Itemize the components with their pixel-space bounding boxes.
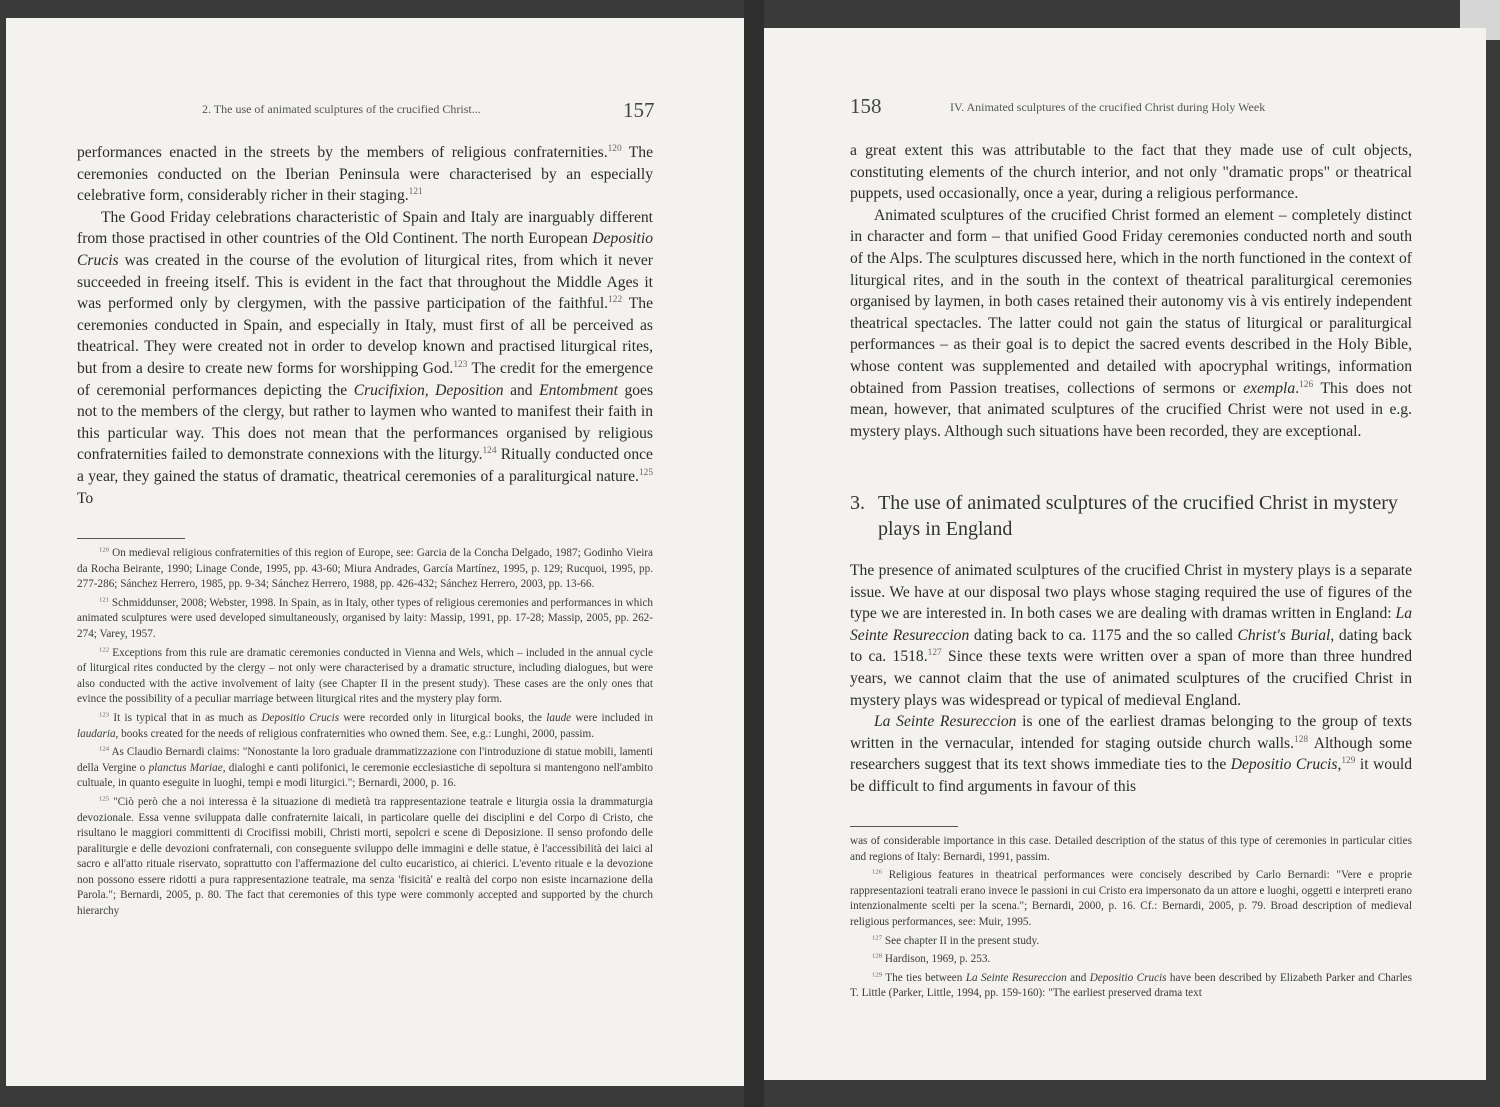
body-paragraph: performances enacted in the streets by the members of religious confraternities.$^{120}$ The ceremonies conducted on the Iberian Peninsula were characterised by an especially celebrative form, considerably richer in their staging.$^{121}$	[77, 143, 653, 205]
footnote: $^{122}$ Exceptions from this rule are dramatic ceremonies conducted in Vienna and Wels, which – included in the annual cycle of liturgical rites conducted by the clergy – not only were characterised by a dramatic structure, including dialogues, but were also conducted with the active involvement of laity (see Chapter II in the present study). These cases are the only ones that evince the possibility of a peculiar marriage between liturgical rites and the mystery play form.	[77, 645, 653, 706]
section-title-line1: The use of animated sculptures of the crucified Christ in mystery	[878, 492, 1398, 514]
running-header-left: 2. The use of animated sculptures of the crucified Christ...	[202, 102, 481, 116]
section-number: 3.	[850, 492, 865, 514]
footnote: $^{125}$ "Ciò però che a noi interessa è la situazione di medietà tra rappresentazione teatrale e liturgia ossia la drammaturgia devozionale. Essa venne sviluppata dalle confraternite laicali, in particolare quelle dei disciplini e del Corpo di Cristo, che risultano le maggiori committenti di Crocifissi mobili, Christi morti, sepolcri e scene di Deposizione. Il senso profondo delle paraliturgie e delle devozioni confraternali, con conseguente sviluppo delle immagini e delle statue, è l'accessibilità dei laici al sacro e all'atto rituale riservato, soprattutto con l'affermazione del culto eucaristico, ai chierici. L'evento rituale e la devozione non possono essere ridotti a pura rappresentazione teatrale, ma senza 'fisicità' e realtà del corpo non esiste incarnazione della Parola."; Bernardi, 2005, p. 80. The fact that ceremonies of this type were commonly accepted and supported by the church hierarchy	[77, 795, 653, 918]
book-spine	[744, 0, 764, 1107]
right-main-text-top	[850, 140, 1412, 442]
footnote-rule-left	[77, 538, 185, 539]
left-page	[6, 18, 744, 1086]
body-paragraph: The Good Friday celebrations characteristic of Spain and Italy are inarguably different from those practised in other countries of the Old Continent. The north European Depositio Crucis was created in the course of the evolution of liturgical rites, from which it never succeeded in freeing itself. This is evident in the fact that throughout the Middle Ages it was performed only by clergymen, with the passive participation of the faithful.$^{122}$ The ceremonies conducted in Spain, and especially in Italy, must first of all be perceived as theatrical. They were created not in order to develop known and practised liturgical rites, but from a desire to create new forms for worshipping God.$^{123}$ The credit for the emergence of ceremonial performances depicting the Crucifixion, Deposition and Entombment goes not to the members of the clergy, but rather to laymen who wanted to manifest their faith in this particular way. This does not mean that the performances organised by religious confraternities failed to demonstrate connexions with the liturgy.$^{124}$ Ritually conducted once a year, they gained the status of dramatic, theatrical ceremonies of a paraliturgical nature.$^{125}$ To	[77, 208, 654, 507]
right-footnotes	[850, 834, 1412, 1005]
footnote-rule-right	[850, 826, 958, 827]
right-page	[764, 28, 1486, 1080]
footnote: $^{127}$ See chapter II in the present study.	[872, 933, 1040, 947]
footnote: $^{129}$ The ties between La Seinte Resureccion and Depositio Crucis have been described by Elizabeth Parker and Charles T. Little (Parker, Little, 1994, pp. 159-160): "The earliest preserved drama text	[850, 971, 1413, 1000]
body-paragraph: La Seinte Resureccion is one of the earliest dramas belonging to the group of texts written in the vernacular, intended for staging outside church walls.$^{128}$ Although some researchers suggest that its text shows immediate ties to the Depositio Crucis,$^{129}$ it would be difficult to find arguments in favour of this	[850, 713, 1413, 795]
body-paragraph: Animated sculptures of the crucified Christ formed an element – completely distinct in character and form – that unified Good Friday ceremonies conducted north and south of the Alps. The sculptures discussed here, which in the north functioned in the context of liturgical rites, and in the south in the context of theatrical paraliturgical ceremonies organised by laymen, in both cases retained their autonomy vis à vis entirely independent theatrical spectacles. The latter could not gain the status of liturgical or paraliturgical performances – as their goal is to depict the sacred events described in the Holy Bible, whose content was supplemented and detailed with apocryphal writings, information obtained from Passion treatises, collections of sermons or exempla.$^{126}$ This does not mean, however, that animated sculptures of the crucified Christ were not used in e.g. mystery plays. Although such situations have been recorded, they are exceptional.	[850, 206, 1412, 440]
left-main-text	[77, 142, 653, 509]
footnote: was of considerable importance in this case. Detailed description of the status of this type of ceremonies in particular cities and regions of Italy: Bernardi, 1991, passim.	[850, 835, 1412, 863]
footnote: $^{123}$ It is typical that in as much as Depositio Crucis were recorded only in liturgical books, the laude were included in laudaria, books created for the needs of religious confraternities who owned them. See, e.g.: Lunghi, 2000, passim.	[77, 711, 654, 740]
footnote: $^{128}$ Hardison, 1969, p. 253.	[872, 952, 991, 966]
footnote: $^{121}$ Schmiddunser, 2008; Webster, 1998. In Spain, as in Italy, other types of religious ceremonies and performances in which animated sculptures were used developed simultaneously, organised by laity: Massip, 1991, pp. 17-28; Massip, 2005, pp. 262-274; Varey, 1957.	[77, 596, 653, 640]
footnote: $^{120}$ On medieval religious confraternities of this region of Europe, see: Garcia de la Concha Delgado, 1987; Godinho Vieira da Rocha Beirante, 1990; Linage Conde, 1995, pp. 43-60; Miura Andrades, García Martínez, 1995, p. 129; Rucquoi, 1995, pp. 277-286; Sánchez Herrero, 1985, pp. 9-34; Sánchez Herrero, 1988, pp. 426-432; Sánchez Herrero, 2003, pp. 13-66.	[77, 546, 653, 591]
footnote: $^{124}$ As Claudio Bernardi claims: "Nonostante la loro graduale drammatizzazione con l'introduzione di statue mobili, lamenti della Vergine o planctus Mariae, dialoghi e canti polifonici, le ceremonie ecclesiastiche di sepoltura si mantengono nell'ambito cultuale, in quanto eseguite in luoghi, tempi e modi liturgici."; Bernardi, 2000, p. 16.	[77, 745, 653, 790]
running-header-right: IV. Animated sculptures of the crucified Christ during Holy Week	[950, 100, 1266, 114]
page-number-right: 158	[850, 94, 882, 118]
section-heading	[850, 490, 1412, 542]
right-main-text-bottom	[850, 560, 1412, 798]
page-number-left: 157	[623, 98, 655, 122]
body-paragraph: The presence of animated sculptures of the crucified Christ in mystery plays is a separate issue. We have at our disposal two plays whose staging required the use of figures of the type we are interested in. In both cases we are dealing with dramas written in England: La Seinte Resureccion dating back to ca. 1175 and the so called Christ's Burial, dating back to ca. 1518.$^{127}$ Since these texts were written over a span of more than three hundred years, we cannot claim that the use of animated sculptures of the crucified Christ in mystery plays was widespread or typical of medieval England.	[850, 562, 1412, 709]
footnote: $^{126}$ Religious features in theatrical performances were concisely described by Carlo Bernardi: "Vere e proprie rappresentazioni teatrali erano invece le passioni in cui Cristo era impersonato da un attore e luoghi, oggetti e interpreti erano intenzionalmente scelti per la scena."; Bernardi, 2000, p. 16. Cf.: Bernardi, 2005, p. 79. Broad description of medieval religious performances, see: Muir, 1995.	[850, 868, 1412, 928]
section-title-line2: plays in England	[878, 518, 1013, 540]
body-paragraph: a great extent this was attributable to the fact that they made use of cult objects, constituting elements of the church interior, and not only "dramatic props" or theatrical puppets, used occasionally, once a year, during a religious performance.	[850, 142, 1412, 203]
left-footnotes	[77, 546, 653, 923]
